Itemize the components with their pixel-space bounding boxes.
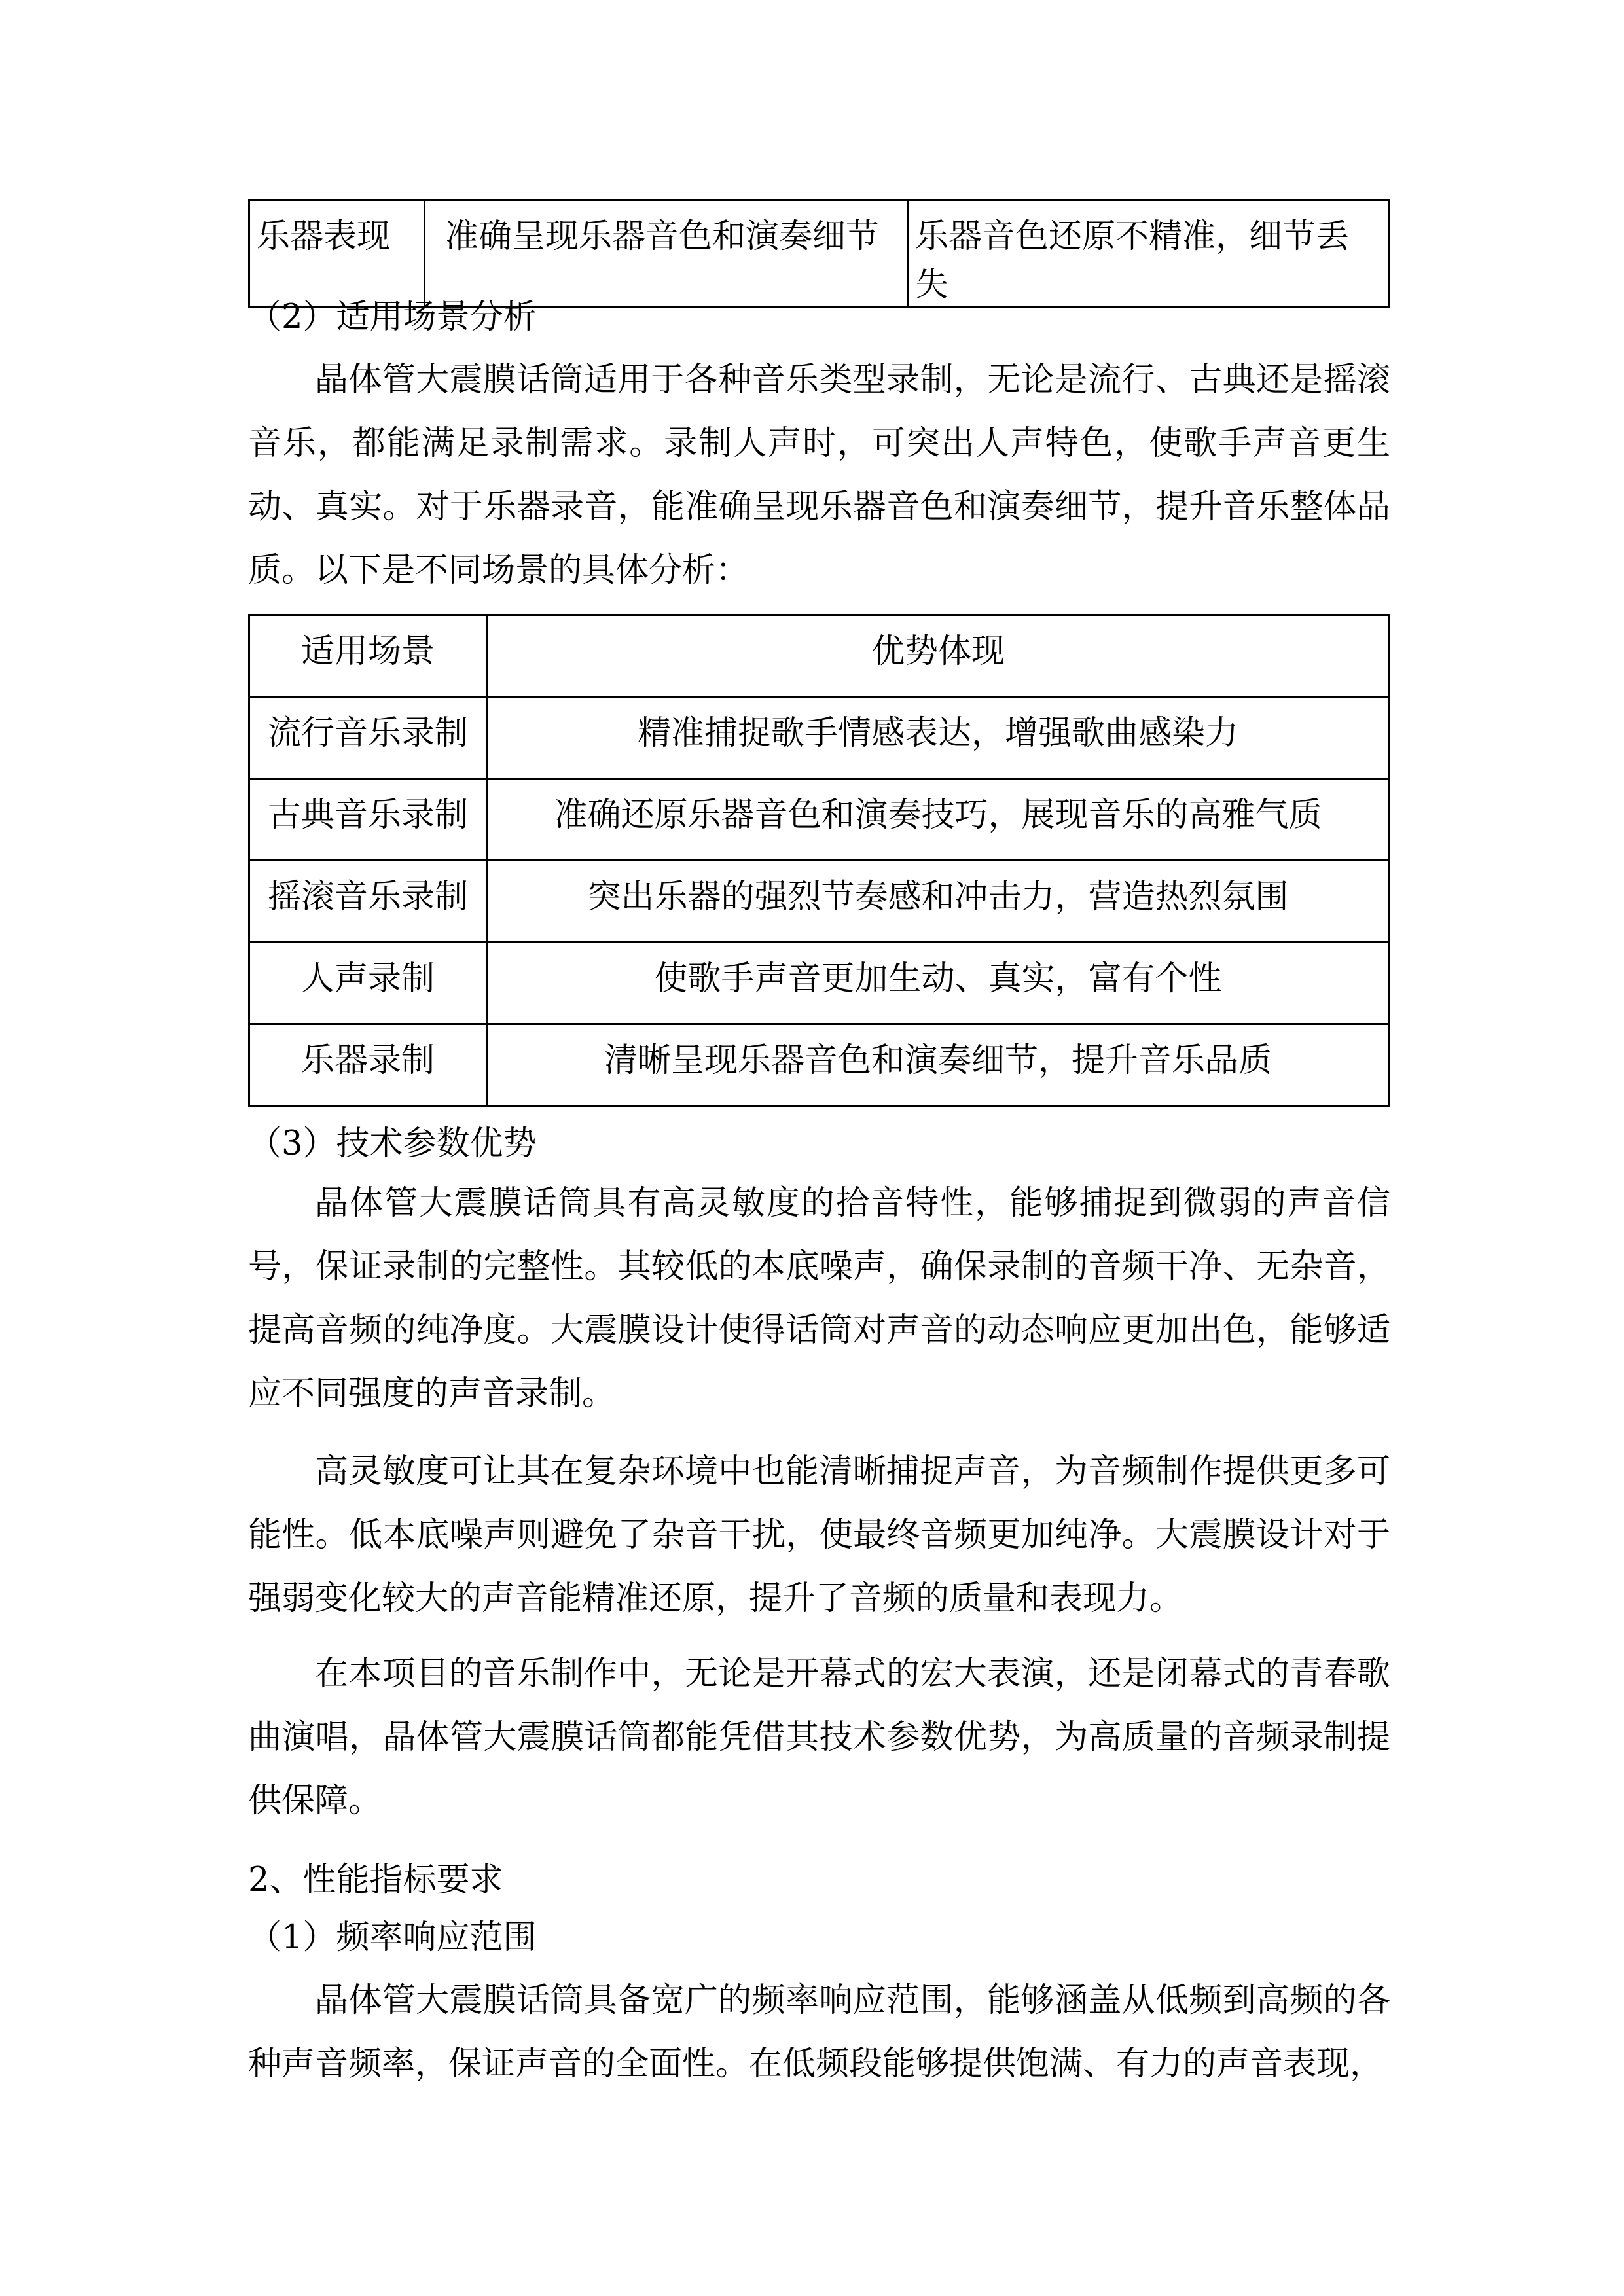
scenario-table [248, 614, 1390, 1107]
table-cell: 准确还原乐器音色和演奏技巧，展现音乐的高雅气质 [487, 779, 1390, 861]
table-row [249, 200, 1390, 307]
table-cell: 人声录制 [249, 942, 487, 1024]
paragraph: 晶体管大震膜话筒适用于各种音乐类型录制，无论是流行、古典还是摇滚音乐，都能满足录制需求。录制人声时，可突出人声特色，使歌手声音更生动、真实。对于乐器录音，能准确呈现乐器音色和演奏细节，提升音乐整体品质。以下是不同场景的具体分析： [248, 361, 1390, 590]
table-row [249, 942, 1390, 1024]
section-heading: （3）技术参数优势 [248, 1124, 537, 1163]
table-cell: 清晰呈现乐器音色和演奏细节，提升音乐品质 [487, 1024, 1390, 1106]
table-cell: 古典音乐录制 [249, 779, 487, 861]
table-header-row [249, 615, 1390, 697]
table-cell: 乐器音色还原不精准，细节丢失 [908, 200, 1390, 307]
table-cell: 精准捕捉歌手情感表达，增强歌曲感染力 [487, 697, 1390, 779]
table-header-cell: 优势体现 [487, 615, 1390, 697]
section-heading: （2）适用场景分析 [248, 298, 537, 336]
table-cell: 乐器表现 [249, 200, 425, 307]
table-cell: 突出乐器的强烈节奏感和冲击力，营造热烈氛围 [487, 861, 1390, 942]
table-cell: 流行音乐录制 [249, 697, 487, 779]
paragraph: 高灵敏度可让其在复杂环境中也能清晰捕捉声音，为音频制作提供更多可能性。低本底噪声则避免了杂音干扰，使最终音频更加纯净。大震膜设计对于强弱变化较大的声音能精准还原，提升了音频的质量和表现力。 [248, 1452, 1390, 1618]
paragraph: 晶体管大震膜话筒具有高灵敏度的拾音特性，能够捕捉到微弱的声音信号，保证录制的完整性。其较低的本底噪声，确保录制的音频干净、无杂音，提高音频的纯净度。大震膜设计使得话筒对声音的动态响应更加出色，能够适应不同强度的声音录制。 [248, 1184, 1390, 1413]
table-cell: 准确呈现乐器音色和演奏细节 [425, 200, 908, 307]
paragraph: 在本项目的音乐制作中，无论是开幕式的宏大表演，还是闭幕式的青春歌曲演唱，晶体管大震膜话筒都能凭借其技术参数优势，为高质量的音频录制提供保障。 [248, 1655, 1390, 1820]
table-cell: 乐器录制 [249, 1024, 487, 1106]
paragraph: 晶体管大震膜话筒具备宽广的频率响应范围，能够涵盖从低频到高频的各种声音频率，保证声音的全面性。在低频段能够提供饱满、有力的声音表现， [248, 1981, 1390, 2083]
table-row [249, 1024, 1390, 1106]
table-row [249, 697, 1390, 779]
comparison-table [248, 199, 1390, 308]
table-row [249, 779, 1390, 861]
table-row [249, 861, 1390, 942]
sub-heading: （1）频率响应范围 [248, 1918, 537, 1957]
table-cell: 使歌手声音更加生动、真实，富有个性 [487, 942, 1390, 1024]
table-cell: 摇滚音乐录制 [249, 861, 487, 942]
table-header-cell: 适用场景 [249, 615, 487, 697]
section-heading: 2、性能指标要求 [248, 1861, 503, 1899]
